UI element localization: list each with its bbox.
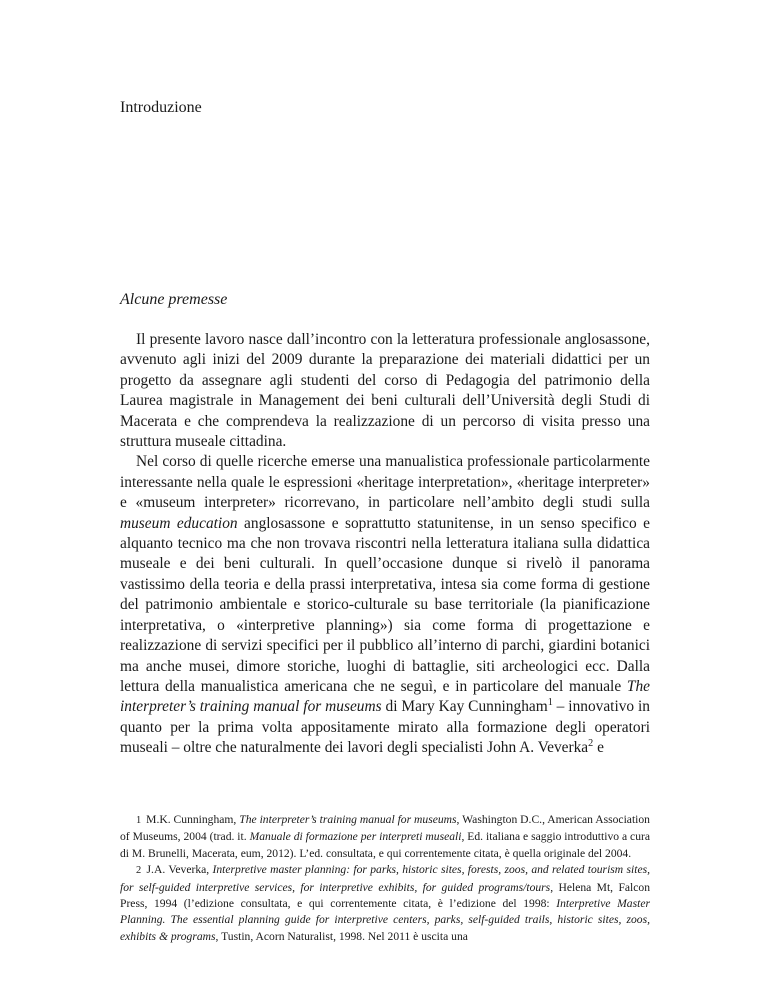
text-run: , Washington D.C., American Association of Museums, 2004 (trad. it. — [120, 813, 650, 844]
book-title: The interpreter’s training manual for museums — [239, 813, 457, 826]
footnote-2 — [120, 862, 650, 945]
body-text — [120, 330, 650, 759]
paragraph-2 — [120, 452, 650, 758]
text-run: , Ed. italiana e saggio introduttivo a cura di M. Brunelli, Macerata, eum, 2012). L’ed. consultata, e qui correntemente citata, è quella originale del 2004. — [120, 830, 650, 860]
text-run: di Mary Kay Cunningham — [381, 698, 548, 716]
paragraph-1: Il presente lavoro nasce dall’incontro con la letteratura professionale anglosassone, avvenuto agli inizi del 2009 durante la preparazione dei materiali didattici per un progetto da assegnare agli studenti del corso di Pedagogia del patrimonio della Laurea magistrale in Management dei beni culturali dell’Università degli Studi di Macerata e che comprendeva la realizzazione di un percorso di visita presso una struttura museale cittadina. — [120, 331, 650, 451]
book-title: Interpretive Master Planning. The essential planning guide for interpretive centers, parks, self-guided trails, historic sites, zoos, exhibits & programs — [120, 897, 650, 943]
text-run: – innovativo in quanto per la prima volta appositamente mirato alla formazione degli operatori museali – oltre che naturalmente dei lavori degli specialisti John A. Veverka — [120, 698, 650, 757]
footnote-number: 1 — [136, 815, 142, 826]
footnote-1 — [120, 812, 650, 862]
text-run: Nel corso di quelle ricerche emerse una manualistica professionale particolarmente interessante nella quale le espressioni «heritage interpretation», «heritage interpreter» e «museum interpreter» ricorrevano, in particolare nell’ambito degli studi sulla — [120, 453, 650, 512]
book-title: Interpretive master planning: for parks, historic sites, forests, zoos, and related tourism sites, for self-guided interpretive services, for interpretive exhibits, for guided programs/tours — [120, 863, 650, 894]
section-title: Alcune premesse — [120, 291, 228, 308]
book-title: The interpreter’s training manual for museums — [120, 677, 650, 716]
text-run: , Helena Mt, Falcon Press, 1994 (l’edizione consultata, e qui correntemente citata, è l’edizione del 1998: — [120, 880, 650, 911]
text-run: e — [593, 739, 604, 757]
text-run: , Tustin, Acorn Naturalist, 1998. Nel 2011 è uscita una — [215, 929, 468, 943]
italic-term: museum education — [120, 514, 238, 532]
footnote-ref-2[interactable]: 2 — [588, 738, 594, 749]
footnote-ref-1[interactable]: 1 — [547, 697, 553, 709]
book-title: Manuale di formazione per interpreti museali — [249, 830, 462, 844]
footnotes — [120, 812, 650, 945]
text-run: M.K. Cunningham, — [143, 813, 240, 826]
running-header: Introduzione — [120, 99, 202, 116]
text-run: J.A. Veverka, — [143, 863, 213, 877]
footnote-number: 2 — [136, 865, 142, 877]
text-run: anglosassone e soprattutto statunitense, in un senso specifico e alquanto tecnico ma che non trovava riscontri nella letteratura italiana sulla didattica museale e dei beni culturali. In quell’occasione dunque si rivelò il panorama vastissimo della teoria e della prassi interpretativa, intesa sia come forma di gestione del patrimonio ambientale e storico-culturale su base territoriale (la pianificazione interpretativa, o «interpretive planning») sia come forma di progettazione e realizzazione di servizi specifici per il pubblico all’interno di parchi, giardini botanici ma anche musei, dimore storiche, luoghi di battaglie, siti archeologici ecc. Dalla lettura della manualistica americana che ne seguì, e in particolare del manuale — [120, 514, 650, 695]
